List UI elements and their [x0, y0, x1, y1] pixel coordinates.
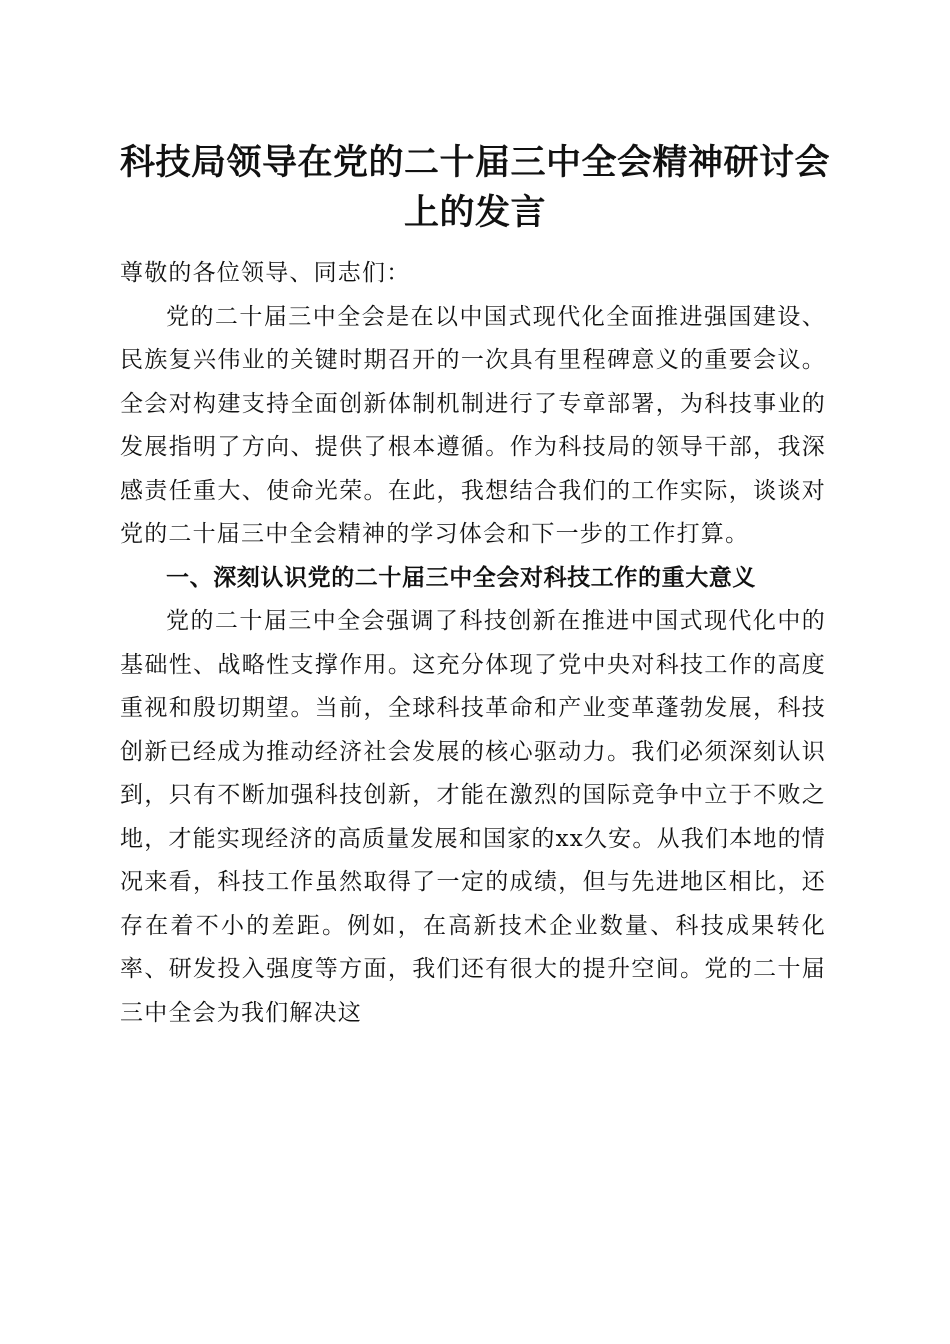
- section-paragraph: 党的二十届三中全会强调了科技创新在推进中国式现代化中的基础性、战略性支撑作用。这充分体现了党中央对科技工作的高度重视和殷切期望。当前，全球科技革命和产业变革蓬勃发展，科技创新已经成为推动经济社会发展的核心驱动力。我们必须深刻认识到，只有不断加强科技创新，才能在激烈的国际竞争中立于不败之地，才能实现经济的高质量发展和国家的xx久安。从我们本地的情况来看，科技工作虽然取得了一定的成绩，但与先进地区相比，还存在着不小的差距。例如，在高新技术企业数量、科技成果转化率、研发投入强度等方面，我们还有很大的提升空间。党的二十届三中全会为我们解决这: [120, 608, 826, 1026]
- intro-paragraph: 党的二十届三中全会是在以中国式现代化全面推进强国建设、民族复兴伟业的关键时期召开的一次具有里程碑意义的重要会议。全会对构建支持全面创新体制机制进行了专章部署，为科技事业的发展指明了方向、提供了根本遵循。作为科技局的领导干部，我深感责任重大、使命光荣。在此，我想结合我们的工作实际，谈谈对党的二十届三中全会精神的学习体会和下一步的工作打算。: [120, 303, 826, 547]
- document-body: [120, 252, 826, 1035]
- section-heading: 一、深刻认识党的二十届三中全会对科技工作的重大意义: [166, 564, 756, 591]
- salutation: 尊敬的各位领导、同志们：: [120, 260, 411, 286]
- document-title: 科技局领导在党的二十届三中全会精神研讨会上的发言: [119, 142, 830, 233]
